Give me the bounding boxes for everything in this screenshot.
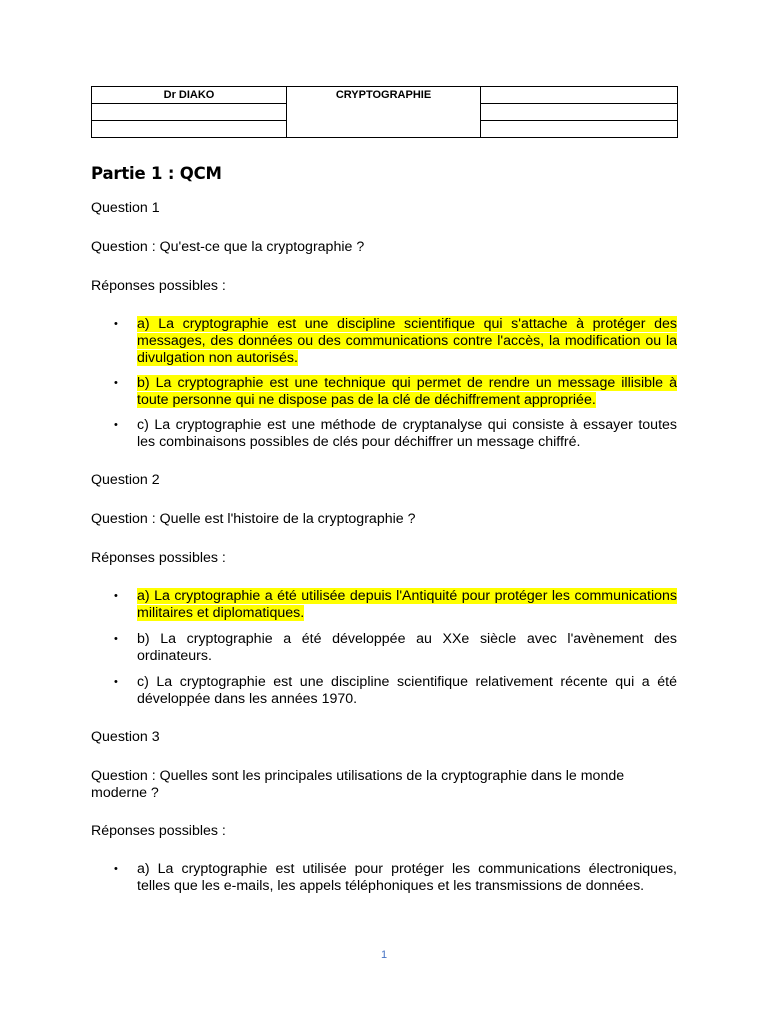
answers-label: Réponses possibles : <box>91 823 226 839</box>
answer-text: c) La cryptographie est une méthode de cryptanalyse qui consiste à essayer toutes les combinaisons possibles de clés pour déchiffrer un message chiffré. <box>137 417 677 450</box>
empty-cell <box>481 121 678 138</box>
answer-text: b) La cryptographie est une technique qui permet de rendre un message illisible à toute personne qui ne dispose pas de la clé de déchiffrement appropriée. <box>137 375 677 408</box>
bullet-icon: • <box>114 633 118 645</box>
answer-text: a) La cryptographie a été utilisée depuis l'Antiquité pour protéger les communications militaires et diplomatiques. <box>137 588 677 621</box>
empty-cell <box>92 104 287 121</box>
page-number: 1 <box>380 949 388 961</box>
header-table <box>91 86 678 138</box>
answer-text: c) La cryptographie est une discipline scientifique relativement récente qui a été développée dans les années 1970. <box>137 674 677 707</box>
answer-text: a) La cryptographie est une discipline scientifique qui s'attache à protéger des messages, des données ou des communications contre l'accès, la modification ou la divulgation non autorisés. <box>137 316 677 366</box>
answer-item <box>91 588 677 622</box>
bullet-icon: • <box>114 863 118 875</box>
empty-cell <box>481 87 678 104</box>
answer-item <box>91 674 677 708</box>
bullet-icon: • <box>114 590 118 602</box>
answer-item <box>91 316 677 367</box>
answers-label: Réponses possibles : <box>91 550 226 566</box>
answers-label: Réponses possibles : <box>91 278 226 294</box>
answer-list <box>91 588 677 708</box>
answer-item <box>91 861 677 895</box>
question-number: Question 2 <box>91 472 160 488</box>
question-text: Question : Qu'est-ce que la cryptographie ? <box>91 239 365 255</box>
answer-list <box>91 316 677 451</box>
empty-cell <box>481 104 678 121</box>
answer-text: a) La cryptographie est utilisée pour protéger les communications électroniques, telles que les e-mails, les appels téléphoniques et les transmissions de données. <box>137 861 677 894</box>
bullet-icon: • <box>114 676 118 688</box>
question-text: Question : Quelle est l'histoire de la cryptographie ? <box>91 511 416 527</box>
subject-cell: CRYPTOGRAPHIE <box>287 87 481 138</box>
header-row <box>92 87 678 104</box>
answer-item <box>91 417 677 451</box>
author-cell: Dr DIAKO <box>92 87 287 104</box>
question-text: Question : Quelles sont les principales utilisations de la cryptographie dans le monde moderne ? <box>91 768 625 801</box>
answer-item <box>91 631 677 665</box>
bullet-icon: • <box>114 377 118 389</box>
question-number: Question 1 <box>91 200 160 216</box>
part-title: Partie 1 : QCM <box>91 164 222 183</box>
answer-list <box>91 861 677 895</box>
questions-container <box>91 200 677 895</box>
answer-text: b) La cryptographie a été développée au XXe siècle avec l'avènement des ordinateurs. <box>137 631 677 664</box>
bullet-icon: • <box>114 318 118 330</box>
empty-cell <box>92 121 287 138</box>
question-number: Question 3 <box>91 729 160 745</box>
answer-item <box>91 375 677 409</box>
bullet-icon: • <box>114 419 118 431</box>
